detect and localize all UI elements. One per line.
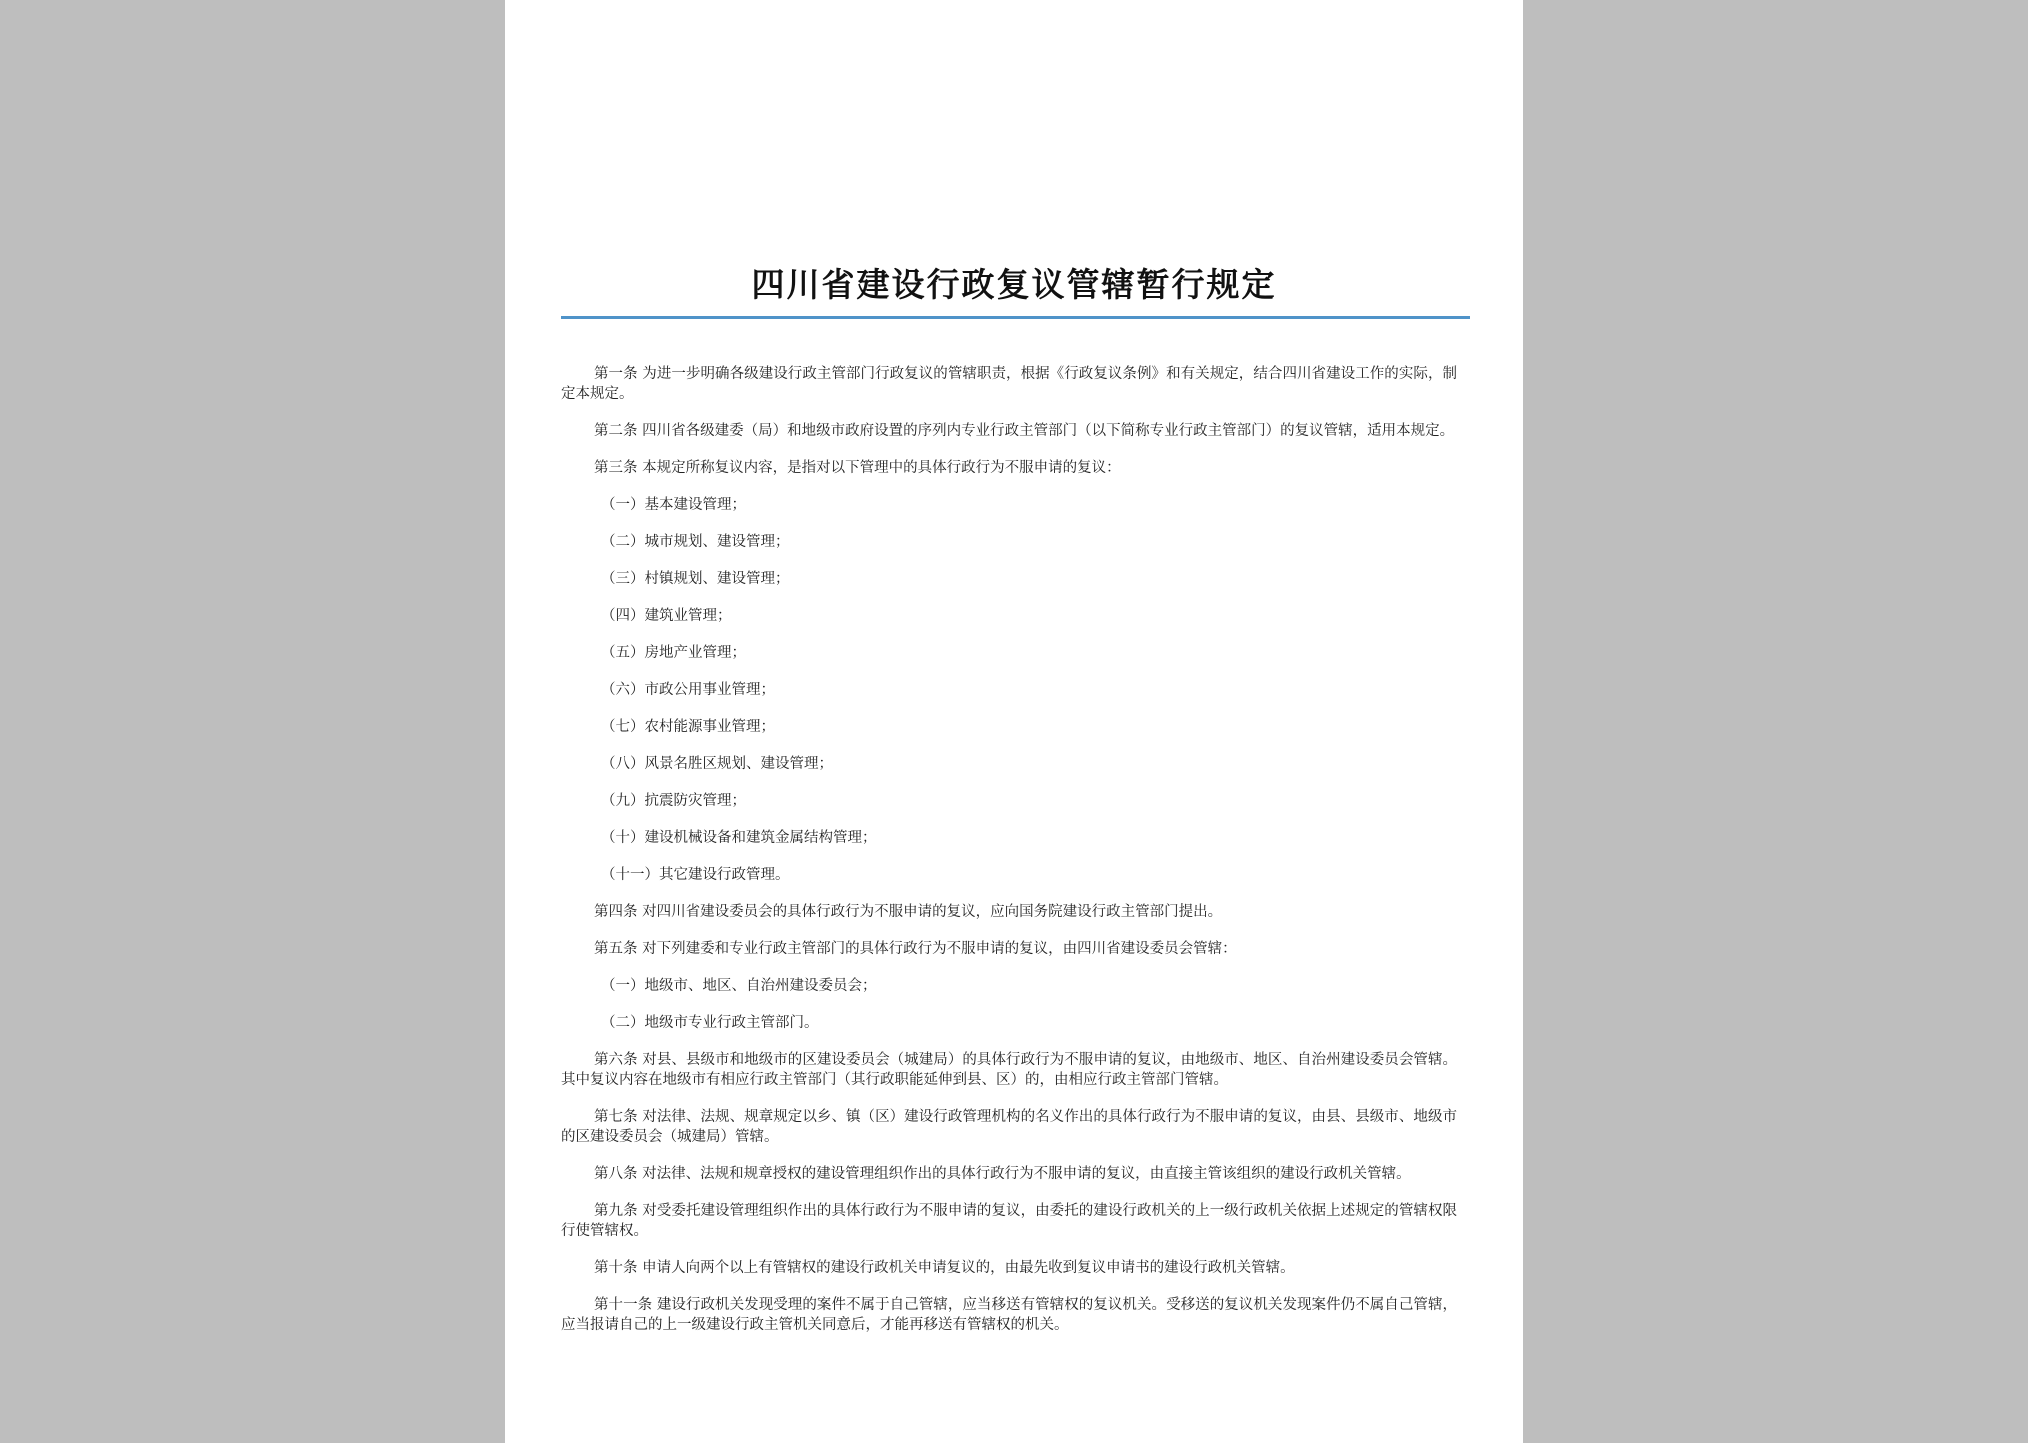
article-paragraph: 第十条 申请人向两个以上有管辖权的建设行政机关申请复议的，由最先收到复议申请书的建设行政机关管辖。 xyxy=(594,1260,1295,1276)
list-item: （四）建筑业管理； xyxy=(601,608,732,624)
list-item: （十一）其它建设行政管理。 xyxy=(601,867,790,883)
list-item: （六）市政公用事业管理； xyxy=(601,682,775,698)
list-item: （五）房地产业管理； xyxy=(601,645,746,661)
article-paragraph: 第四条 对四川省建设委员会的具体行政行为不服申请的复议，应向国务院建设行政主管部门提出。 xyxy=(594,904,1223,920)
list-item: （九）抗震防灾管理； xyxy=(601,793,746,809)
document-page xyxy=(505,0,1523,1443)
article-paragraph: 第三条 本规定所称复议内容，是指对以下管理中的具体行政行为不服申请的复议： xyxy=(594,460,1121,476)
document-body xyxy=(561,364,1457,1352)
list-item: （一）地级市、地区、自治州建设委员会； xyxy=(601,978,877,994)
title-divider xyxy=(561,316,1470,319)
article-paragraph: 第五条 对下列建委和专业行政主管部门的具体行政行为不服申请的复议，由四川省建设委员会管辖： xyxy=(594,941,1237,957)
article-paragraph: 第二条 四川省各级建委（局）和地级市政府设置的序列内专业行政主管部门（以下简称专业行政主管部门）的复议管辖，适用本规定。 xyxy=(594,423,1455,439)
list-item: （八）风景名胜区规划、建设管理； xyxy=(601,756,833,772)
list-item: （一）基本建设管理； xyxy=(601,497,746,513)
list-item: （二）地级市专业行政主管部门。 xyxy=(601,1015,819,1031)
list-item: （七）农村能源事业管理； xyxy=(601,719,775,735)
list-item: （二）城市规划、建设管理； xyxy=(601,534,790,550)
article-paragraph: 第一条 为进一步明确各级建设行政主管部门行政复议的管辖职责，根据《行政复议条例》和有关规定，结合四川省建设工作的实际，制定本规定。 xyxy=(561,366,1457,402)
article-paragraph: 第九条 对受委托建设管理组织作出的具体行政行为不服申请的复议，由委托的建设行政机关的上一级行政机关依据上述规定的管辖权限行使管辖权。 xyxy=(561,1203,1457,1239)
article-paragraph: 第七条 对法律、法规、规章规定以乡、镇（区）建设行政管理机构的名义作出的具体行政行为不服申请的复议，由县、县级市、地级市的区建设委员会（城建局）管辖。 xyxy=(561,1109,1457,1145)
article-paragraph: 第六条 对县、县级市和地级市的区建设委员会（城建局）的具体行政行为不服申请的复议，由地级市、地区、自治州建设委员会管辖。其中复议内容在地级市有相应行政主管部门（其行政职能延伸到县、区）的，由相应行政主管部门管辖。 xyxy=(561,1052,1457,1088)
list-item: （三）村镇规划、建设管理； xyxy=(601,571,790,587)
document-title: 四川省建设行政复议管辖暂行规定 xyxy=(751,265,1277,304)
article-paragraph: 第十一条 建设行政机关发现受理的案件不属于自己管辖，应当移送有管辖权的复议机关。受移送的复议机关发现案件仍不属自己管辖，应当报请自己的上一级建设行政主管机关同意后，才能再移送有管辖权的机关。 xyxy=(561,1297,1457,1333)
list-item: （十）建设机械设备和建筑金属结构管理； xyxy=(601,830,877,846)
article-paragraph: 第八条 对法律、法规和规章授权的建设管理组织作出的具体行政行为不服申请的复议，由直接主管该组织的建设行政机关管辖。 xyxy=(594,1166,1411,1182)
